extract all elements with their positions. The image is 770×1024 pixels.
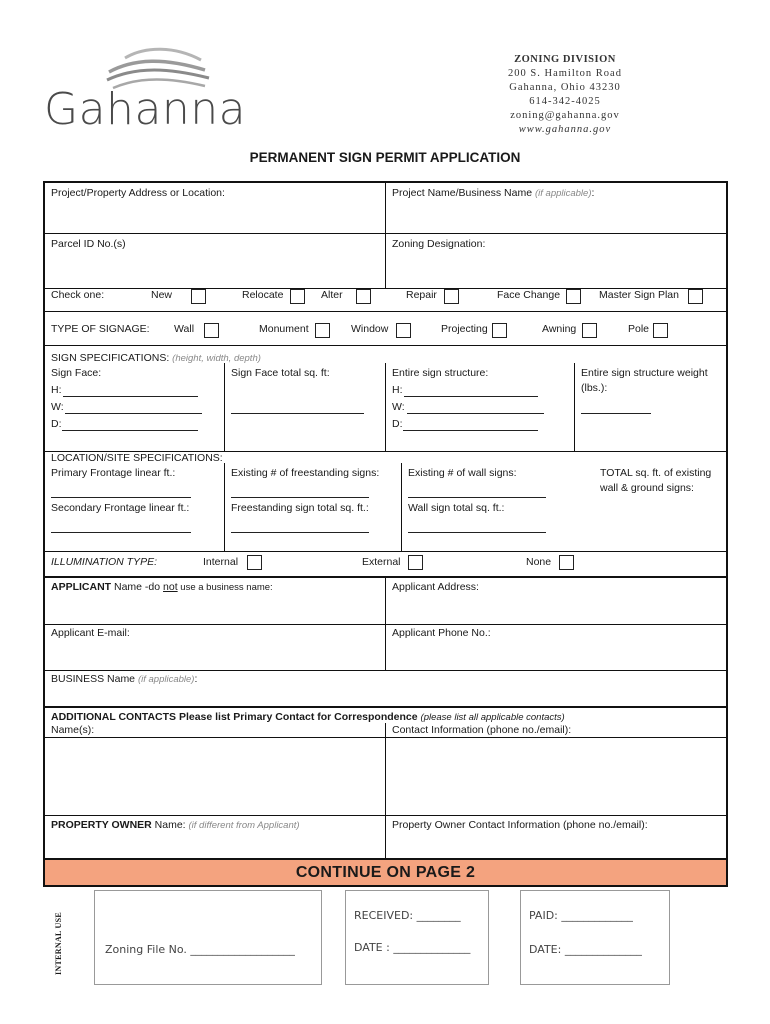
illumination-label: ILLUMINATION TYPE: — [51, 556, 157, 568]
primary-frontage-field[interactable] — [51, 497, 191, 498]
option-wall-label: Wall — [174, 323, 195, 335]
business-name-colon: : — [194, 673, 198, 685]
option-repair-label: Repair — [406, 289, 437, 301]
sign-specs-heading — [51, 352, 261, 364]
monument-checkbox[interactable] — [315, 323, 330, 338]
wall-sign-total-field[interactable] — [408, 532, 546, 533]
structure-h-field[interactable] — [404, 396, 538, 397]
sign-face-d-label: D: — [51, 418, 62, 430]
existing-freestanding-field[interactable] — [231, 497, 369, 498]
property-owner-name-text: Name: — [151, 819, 186, 831]
signage-type-label: TYPE OF SIGNAGE: — [51, 323, 150, 335]
additional-contacts-note: (please list all applicable contacts) — [420, 712, 565, 723]
continue-text: CONTINUE ON PAGE 2 — [295, 864, 476, 881]
property-owner-label — [51, 819, 300, 831]
secondary-frontage-label: Secondary Frontage linear ft.: — [51, 502, 190, 514]
received-box — [345, 890, 489, 985]
existing-wall-signs-field[interactable] — [408, 497, 546, 498]
project-name-colon: : — [591, 187, 595, 199]
business-name-text: BUSINESS Name — [51, 673, 136, 685]
sign-face-label: Sign Face: — [51, 367, 102, 379]
external-checkbox[interactable] — [408, 555, 423, 570]
structure-d-field[interactable] — [403, 430, 538, 431]
option-alter-label: Alter — [321, 289, 343, 301]
project-name-label — [392, 187, 594, 199]
sign-face-d-field[interactable] — [62, 430, 198, 431]
zoning-file-box — [94, 890, 322, 985]
illumination-internal-label: Internal — [203, 556, 239, 568]
received-date-field[interactable]: DATE : ______________ — [354, 941, 471, 954]
phone-number: 614-342-4025 — [529, 96, 601, 107]
face-change-checkbox[interactable] — [566, 289, 581, 304]
applicant-name-pre: Name -do — [111, 581, 164, 593]
freestanding-total-field[interactable] — [231, 532, 369, 533]
sign-face-w-label: W: — [51, 401, 64, 413]
option-monument-label: Monument — [259, 323, 309, 335]
projecting-checkbox[interactable] — [492, 323, 507, 338]
sign-face-w-field[interactable] — [65, 413, 202, 414]
zoning-designation-label: Zoning Designation: — [392, 238, 486, 250]
applicant-heading: APPLICANT — [51, 581, 112, 593]
applicant-name-post: use a business name: — [177, 582, 273, 593]
sign-face-h-field[interactable] — [63, 396, 198, 397]
option-face-change-label: Face Change — [497, 289, 561, 301]
parcel-id-label: Parcel ID No.(s) — [51, 238, 126, 250]
property-owner-heading: PROPERTY OWNER — [51, 819, 152, 831]
option-projecting-label: Projecting — [441, 323, 488, 335]
property-owner-note: (if different from Applicant) — [188, 820, 300, 831]
additional-contacts-heading — [51, 711, 565, 723]
applicant-name-not: not — [163, 581, 178, 593]
master-sign-plan-checkbox[interactable] — [688, 289, 703, 304]
structure-h-label: H: — [392, 384, 403, 396]
check-one-label: Check one: — [51, 289, 105, 301]
sign-face-total-label: Sign Face total sq. ft: — [231, 367, 330, 379]
applicant-address-label: Applicant Address: — [392, 581, 479, 593]
internal-use-label: INTERNAL USE — [54, 912, 63, 975]
owner-contact-label: Property Owner Contact Information (phone no./email): — [392, 819, 648, 831]
total-existing-label-2: wall & ground signs: — [600, 482, 694, 494]
alter-checkbox[interactable] — [356, 289, 371, 304]
applicant-phone-label: Applicant Phone No.: — [392, 627, 491, 639]
additional-contacts-bold: ADDITIONAL CONTACTS Please list Primary Contact for Correspondence — [51, 711, 418, 723]
new-checkbox[interactable] — [191, 289, 206, 304]
business-name-label — [51, 673, 197, 685]
existing-wall-signs-label: Existing # of wall signs: — [408, 467, 517, 479]
structure-weight-field[interactable] — [581, 413, 651, 414]
illumination-external-label: External — [362, 556, 401, 568]
sign-specs-note: (height, width, depth) — [172, 353, 261, 364]
address-line-2: Gahanna, Ohio 43230 — [509, 82, 621, 93]
structure-d-label: D: — [392, 418, 403, 430]
none-checkbox[interactable] — [559, 555, 574, 570]
sign-face-total-field[interactable] — [231, 413, 364, 414]
structure-w-label: W: — [392, 401, 405, 413]
paid-date-field[interactable]: DATE: ______________ — [529, 943, 642, 956]
window-checkbox[interactable] — [396, 323, 411, 338]
structure-weight-unit: (lbs.): — [581, 382, 608, 394]
structure-w-field[interactable] — [407, 413, 544, 414]
location-specs-label: LOCATION/SITE SPECIFICATIONS: — [51, 452, 223, 464]
sign-face-h-label: H: — [51, 384, 62, 396]
pole-checkbox[interactable] — [653, 323, 668, 338]
wall-checkbox[interactable] — [204, 323, 219, 338]
option-relocate-label: Relocate — [242, 289, 284, 301]
applicant-name-label — [51, 581, 273, 593]
address-line-1: 200 S. Hamilton Road — [508, 68, 622, 79]
contact-info-label: Contact Information (phone no./email): — [392, 724, 572, 736]
website[interactable]: www.gahanna.gov — [518, 124, 612, 135]
sign-specs-label: SIGN SPECIFICATIONS: — [51, 352, 170, 364]
paid-field[interactable]: PAID: _____________ — [529, 909, 633, 922]
primary-frontage-label: Primary Frontage linear ft.: — [51, 467, 176, 479]
secondary-frontage-field[interactable] — [51, 532, 191, 533]
email-address[interactable]: zoning@gahanna.gov — [510, 110, 620, 121]
business-name-note: (if applicable) — [137, 674, 195, 685]
applicant-email-label: Applicant E-mail: — [51, 627, 130, 639]
freestanding-total-label: Freestanding sign total sq. ft.: — [231, 502, 369, 514]
option-master-sign-plan-label: Master Sign Plan — [599, 289, 679, 301]
continue-banner — [45, 858, 726, 885]
entire-structure-label: Entire sign structure: — [392, 367, 489, 379]
project-name-text: Project Name/Business Name — [392, 187, 533, 199]
project-address-label: Project/Property Address or Location: — [51, 187, 225, 199]
zoning-file-field[interactable]: Zoning File No. ___________________ — [105, 943, 295, 956]
logo-text: Gahanna — [44, 84, 247, 135]
option-new-label: New — [151, 289, 173, 301]
option-pole-label: Pole — [628, 323, 650, 335]
structure-weight-label: Entire sign structure weight — [581, 367, 708, 379]
total-existing-label: TOTAL sq. ft. of existing — [600, 467, 712, 479]
repair-checkbox[interactable] — [444, 289, 459, 304]
paid-box — [520, 890, 670, 985]
internal-checkbox[interactable] — [247, 555, 262, 570]
wall-sign-total-label: Wall sign total sq. ft.: — [408, 502, 505, 514]
illumination-none-label: None — [526, 556, 552, 568]
division-name: ZONING DIVISION — [514, 54, 616, 65]
page-title: PERMANENT SIGN PERMIT APPLICATION — [249, 150, 521, 165]
org-contact-block — [495, 53, 635, 137]
option-window-label: Window — [351, 323, 389, 335]
relocate-checkbox[interactable] — [290, 289, 305, 304]
option-awning-label: Awning — [542, 323, 577, 335]
application-form — [43, 181, 728, 887]
received-field[interactable]: RECEIVED: ________ — [354, 909, 461, 922]
project-name-note: (if applicable) — [534, 188, 592, 199]
existing-freestanding-label: Existing # of freestanding signs: — [231, 467, 380, 479]
contact-names-label: Name(s): — [51, 724, 95, 736]
awning-checkbox[interactable] — [582, 323, 597, 338]
